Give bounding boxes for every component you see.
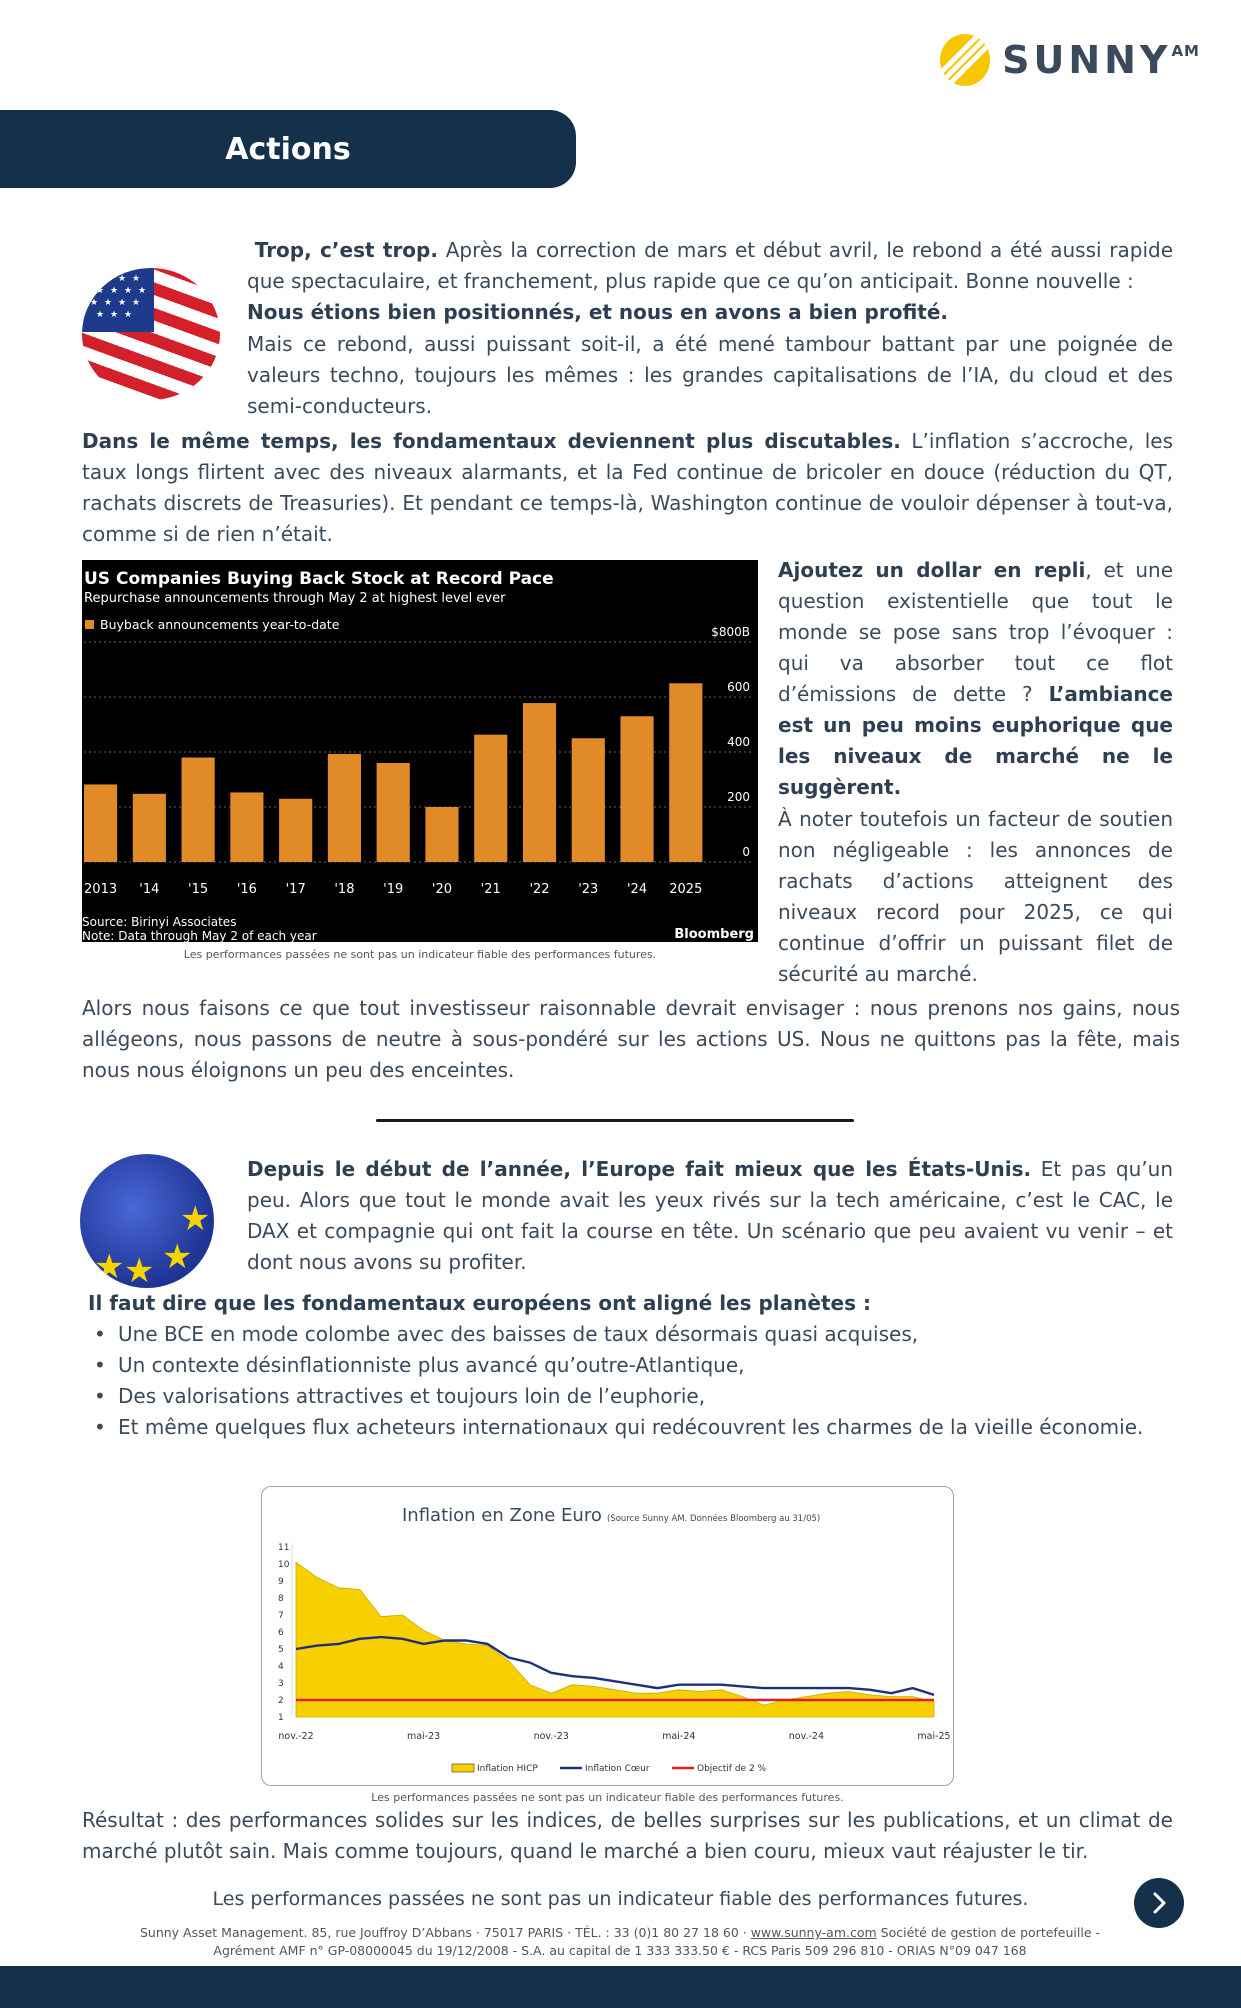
inflation-chart-title: Inflation en Zone Euro	[402, 1505, 602, 1526]
x-tick-label: '21	[480, 882, 501, 897]
x-tick-label: '18	[334, 882, 355, 897]
bar	[133, 794, 166, 862]
bar	[474, 735, 507, 862]
y-tick-label: 2	[278, 1696, 284, 1706]
y-tick-label: 9	[278, 1577, 284, 1587]
x-tick-label: '14	[139, 882, 160, 897]
hicp-area	[296, 1562, 934, 1717]
section-title: Actions	[225, 131, 351, 167]
us-dollar-text: , et une question existentielle que tout le monde se pose sans trop l’évoquer : qui va absorber tout ce flot d’émissions de dette ?	[778, 558, 1173, 706]
x-tick-label: '19	[383, 882, 404, 897]
bar	[425, 807, 458, 862]
x-tick-label: '17	[285, 882, 306, 897]
brand-superscript: AM	[1171, 42, 1200, 60]
bar	[230, 792, 263, 862]
list-item: • Un contexte désinflationniste plus avancé qu’outre-Atlantique,	[82, 1350, 1173, 1381]
bar	[523, 703, 556, 862]
inflation-chart-caption: Les performances passées ne sont pas un indicateur fiable des performances futures.	[371, 1791, 844, 1804]
y-tick-label: 200	[727, 790, 750, 804]
x-tick-label: '20	[431, 882, 453, 897]
x-tick-label: '22	[529, 882, 550, 897]
chart-title: US Companies Buying Back Stock at Record Pace	[84, 569, 554, 589]
sunny-am-logo	[940, 30, 1200, 90]
us-fundamentals-text: L’inflation s’accroche, les taux longs flirtent avec des niveaux alarmants, et la Fed continue de bricoler en douce (réduction du QT, rachats discrets de Treasuries). Et pendant ce temps-là, Washington continue de vouloir dépenser à tout-va, comme si de rien n’était.	[82, 429, 1173, 546]
us-ambiance-bold: L’ambiance est un peu moins euphorique que les niveaux de marché ne le suggèrent.	[778, 682, 1173, 799]
us-rebound-paragraph: Mais ce rebond, aussi puissant soit-il, a été mené tambour battant par une poignée de valeurs techno, toujours les mêmes : les grandes capitalisations de l’IA, du cloud et des semi-conducteurs.	[247, 332, 1173, 418]
legend-swatch	[85, 620, 94, 629]
x-tick-label: 2013	[84, 882, 118, 897]
list-item: • Des valorisations attractives et toujours loin de l’euphorie,	[82, 1381, 1173, 1412]
y-tick-label: 1	[278, 1713, 284, 1723]
bar	[620, 716, 653, 862]
bar	[377, 763, 410, 862]
us-fundamentals-bold: Dans le même temps, les fondamentaux deviennent plus discutables.	[82, 429, 901, 453]
us-fundamentals-paragraph	[82, 426, 1173, 550]
y-tick-label: 8	[278, 1594, 284, 1604]
y-tick-label: 3	[278, 1679, 284, 1689]
legend-swatch	[452, 1764, 474, 1772]
eu-intro-text: Et pas qu’un peu. Alors que tout le monde avait les yeux rivés sur la tech américaine, c’est le CAC, le DAX et compagnie qui ont fait la course en tête. Un scénario que peu avaient vu venir – et dont nous avons su profiter.	[247, 1157, 1173, 1274]
eu-intro-bold: Depuis le début de l’année, l’Europe fait mieux que les États-Unis.	[247, 1157, 1032, 1181]
inflation-chart-subtitle: (Source Sunny AM. Données Bloomberg au 31/05)	[607, 1514, 821, 1524]
legend-label: Objectif de 2 %	[697, 1764, 767, 1774]
legend-label: Inflation Cœur	[585, 1764, 650, 1774]
footer-legal-text-2: Société de gestion de portefeuille -	[876, 1925, 1101, 1940]
y-tick-label: 0	[742, 845, 750, 859]
x-tick-label: '16	[236, 882, 257, 897]
bar	[182, 758, 215, 863]
footer-bar	[0, 1966, 1241, 2008]
bar	[572, 738, 605, 862]
y-tick-label: 10	[278, 1560, 290, 1570]
y-tick-label: 11	[278, 1543, 290, 1553]
x-tick-label: mai-25	[917, 1731, 951, 1742]
x-tick-label: '23	[578, 882, 599, 897]
list-item: • Une BCE en mode colombe avec des baisses de taux désormais quasi acquises,	[82, 1319, 1173, 1350]
chart-source: Source: Birinyi Associates	[82, 915, 237, 929]
x-tick-label: mai-24	[662, 1731, 696, 1742]
footer-legal	[60, 1924, 1180, 1960]
footer-disclaimer: Les performances passées ne sont pas un indicateur fiable des performances futures.	[212, 1888, 1029, 1910]
bloomberg-label: Bloomberg	[674, 927, 754, 942]
y-tick-label: 5	[278, 1645, 284, 1655]
eu-list-title-text: Il faut dire que les fondamentaux européens ont aligné les planètes :	[88, 1291, 871, 1315]
eu-list-title	[88, 1288, 1173, 1319]
section-header	[0, 110, 576, 188]
bar	[279, 799, 312, 862]
chevron-right-icon	[1147, 1891, 1171, 1915]
next-page-button[interactable]	[1134, 1878, 1184, 1928]
brand-name: SUNNY	[1002, 38, 1172, 82]
footer-legal-text: Sunny Asset Management. 85, rue Jouffroy D’Abbans · 75017 PARIS · TÉL. : 33 (0)1 80 27 18 60 ·	[139, 1925, 751, 1940]
bar	[328, 754, 361, 862]
us-intro-bold: Trop, c’est trop.	[254, 238, 438, 262]
eu-flag-icon: ★ ★ ★ ★	[80, 1154, 214, 1288]
us-intro-paragraph	[247, 235, 1173, 328]
buyback-chart-svg	[82, 560, 758, 942]
section-divider	[376, 1119, 854, 1122]
us-flag-icon: ★ ★ ★ ★ ★ ★ ★ ★ ★ ★ ★ ★ ★ ★ ★	[82, 268, 220, 400]
footer-legal-line-2: Agrément AMF n° GP-08000045 du 19/12/2008 - S.A. au capital de 1 333 333.50 € - RCS Paris 509 296 810 - ORIAS N°09 047 168	[213, 1943, 1027, 1958]
us-conclusion-paragraph: Alors nous faisons ce que tout investisseur raisonnable devrait envisager : nous prenons nos gains, nous allégeons, nous passons de neutre à sous-pondéré sur les actions US. Nous ne quittons pas la fête, mais nous nous éloignons un peu des enceintes.	[82, 996, 1180, 1082]
bar	[669, 683, 702, 862]
y-tick-label: 7	[278, 1611, 284, 1621]
us-dollar-bold: Ajoutez un dollar en repli	[778, 558, 1086, 582]
x-tick-label: nov.-24	[788, 1731, 825, 1742]
us-dollar-paragraph	[778, 555, 1173, 803]
inflation-chart	[261, 1486, 954, 1786]
chart-note: Note: Data through May 2 of each year	[82, 929, 317, 942]
x-tick-label: 2025	[669, 882, 703, 897]
y-tick-label: 400	[727, 735, 750, 749]
legend-label: Inflation HICP	[477, 1764, 538, 1774]
inflation-chart-svg	[262, 1487, 952, 1784]
y-tick-label: 6	[278, 1628, 284, 1638]
website-link[interactable]: www.sunny-am.com	[750, 1925, 877, 1940]
bar-chart-caption: Les performances passées ne sont pas un indicateur fiable des performances futures.	[183, 948, 657, 961]
y-tick-label: 4	[278, 1662, 284, 1672]
x-tick-label: '24	[626, 882, 648, 897]
eu-conclusion-paragraph: Résultat : des performances solides sur les indices, de belles surprises sur les publications, et un climat de marché plutôt sain. Mais comme toujours, quand le marché a bien couru, mieux vaut réajuster le tir.	[82, 1808, 1173, 1863]
bar	[84, 784, 117, 862]
y-tick-label: 600	[727, 680, 750, 694]
chart-subtitle: Repurchase announcements through May 2 at highest level ever	[84, 591, 506, 606]
us-intro-text: Après la correction de mars et début avril, le rebond a été aussi rapide que spectaculaire, et franchement, plus rapide que ce qu’on anticipait. Bonne nouvelle :	[247, 238, 1174, 293]
eu-fundamentals-list	[82, 1319, 1173, 1443]
x-tick-label: nov.-22	[278, 1731, 314, 1742]
legend-label: Buyback announcements year-to-date	[100, 617, 340, 632]
list-item: • Et même quelques flux acheteurs internationaux qui redécouvrent les charmes de la vieille économie.	[82, 1412, 1173, 1443]
sun-logo-icon	[940, 34, 990, 86]
us-buyback-paragraph: À noter toutefois un facteur de soutien non négligeable : les annonces de rachats d’actions atteignent des niveaux record pour 2025, ce qui continue d’offrir un puissant filet de sécurité au marché.	[778, 807, 1173, 986]
buyback-bar-chart	[82, 560, 758, 942]
x-tick-label: mai-23	[406, 1731, 441, 1742]
us-intro-bold-2: Nous étions bien positionnés, et nous en avons a bien profité.	[247, 300, 949, 324]
y-tick-label: $800B	[711, 625, 750, 639]
x-tick-label: nov.-23	[533, 1731, 569, 1742]
x-tick-label: '15	[188, 882, 209, 897]
eu-intro-paragraph	[247, 1154, 1173, 1278]
